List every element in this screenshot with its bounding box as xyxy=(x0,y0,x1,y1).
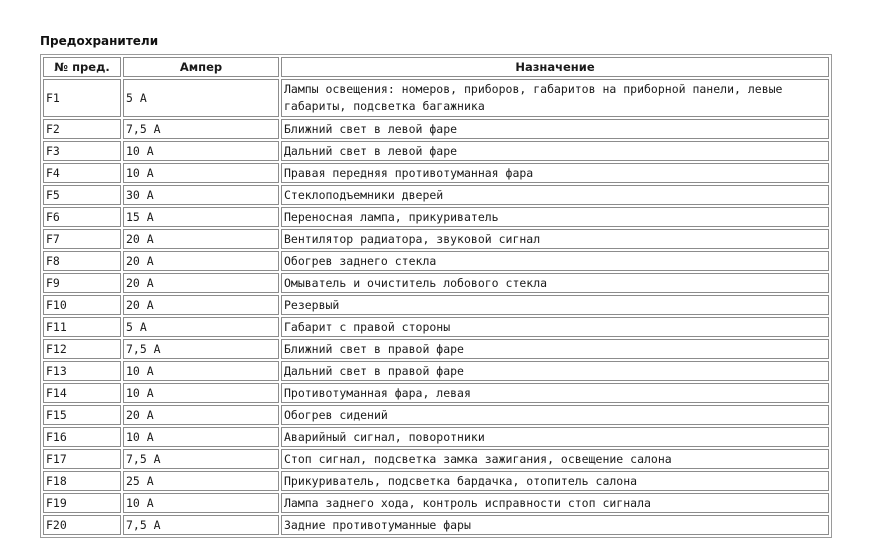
amperage-cell: 10 А xyxy=(123,361,279,381)
fuse-number-cell: F12 xyxy=(43,339,121,359)
fuse-number-cell: F7 xyxy=(43,229,121,249)
amperage-cell: 7,5 А xyxy=(123,449,279,469)
amperage-cell: 5 А xyxy=(123,317,279,337)
fuse-number-cell: F20 xyxy=(43,515,121,535)
table-row xyxy=(43,163,829,183)
table-row xyxy=(43,361,829,381)
purpose-cell: Правая передняя противотуманная фара xyxy=(281,163,829,183)
amperage-cell: 30 А xyxy=(123,185,279,205)
amperage-cell: 10 А xyxy=(123,427,279,447)
amperage-cell: 20 А xyxy=(123,405,279,425)
purpose-cell: Прикуриватель, подсветка бардачка, отопитель салона xyxy=(281,471,829,491)
purpose-cell: Противотуманная фара, левая xyxy=(281,383,829,403)
table-row xyxy=(43,493,829,513)
fuse-number-cell: F10 xyxy=(43,295,121,315)
fuse-table xyxy=(40,54,832,538)
fuse-number-cell: F2 xyxy=(43,119,121,139)
table-row xyxy=(43,427,829,447)
purpose-cell: Вентилятор радиатора, звуковой сигнал xyxy=(281,229,829,249)
amperage-cell: 20 А xyxy=(123,229,279,249)
purpose-cell: Дальний свет в правой фаре xyxy=(281,361,829,381)
purpose-cell: Аварийный сигнал, поворотники xyxy=(281,427,829,447)
amperage-cell: 25 А xyxy=(123,471,279,491)
fuse-number-cell: F4 xyxy=(43,163,121,183)
header-purpose: Назначение xyxy=(281,57,829,77)
table-row xyxy=(43,251,829,271)
purpose-cell: Резервый xyxy=(281,295,829,315)
table-row xyxy=(43,141,829,161)
fuse-number-cell: F19 xyxy=(43,493,121,513)
amperage-cell: 20 А xyxy=(123,251,279,271)
table-row xyxy=(43,79,829,117)
amperage-cell: 10 А xyxy=(123,493,279,513)
table-row xyxy=(43,339,829,359)
purpose-cell: Омыватель и очиститель лобового стекла xyxy=(281,273,829,293)
purpose-cell: Задние противотуманные фары xyxy=(281,515,829,535)
amperage-cell: 7,5 А xyxy=(123,515,279,535)
amperage-cell: 10 А xyxy=(123,141,279,161)
header-row xyxy=(43,57,829,77)
purpose-cell: Обогрев заднего стекла xyxy=(281,251,829,271)
table-row xyxy=(43,273,829,293)
table-row xyxy=(43,383,829,403)
amperage-cell: 20 А xyxy=(123,295,279,315)
table-row xyxy=(43,405,829,425)
purpose-cell: Дальний свет в левой фаре xyxy=(281,141,829,161)
table-row xyxy=(43,207,829,227)
fuse-number-cell: F1 xyxy=(43,79,121,117)
amperage-cell: 7,5 А xyxy=(123,339,279,359)
table-body xyxy=(43,79,829,535)
fuse-number-cell: F15 xyxy=(43,405,121,425)
fuse-number-cell: F5 xyxy=(43,185,121,205)
amperage-cell: 10 А xyxy=(123,383,279,403)
amperage-cell: 7,5 А xyxy=(123,119,279,139)
purpose-cell: Ближний свет в правой фаре xyxy=(281,339,829,359)
fuse-number-cell: F16 xyxy=(43,427,121,447)
purpose-cell: Переносная лампа, прикуриватель xyxy=(281,207,829,227)
purpose-cell: Лампы освещения: номеров, приборов, габаритов на приборной панели, левые габариты, подсветка багажника xyxy=(281,79,829,117)
header-amperage: Ампер xyxy=(123,57,279,77)
purpose-cell: Ближний свет в левой фаре xyxy=(281,119,829,139)
purpose-cell: Стоп сигнал, подсветка замка зажигания, освещение салона xyxy=(281,449,829,469)
amperage-cell: 15 А xyxy=(123,207,279,227)
header-fuse-number: № пред. xyxy=(43,57,121,77)
table-row xyxy=(43,449,829,469)
fuse-number-cell: F13 xyxy=(43,361,121,381)
table-row xyxy=(43,295,829,315)
fuse-number-cell: F14 xyxy=(43,383,121,403)
purpose-cell: Стеклоподъемники дверей xyxy=(281,185,829,205)
amperage-cell: 10 А xyxy=(123,163,279,183)
purpose-cell: Габарит с правой стороны xyxy=(281,317,829,337)
purpose-cell: Лампа заднего хода, контроль исправности стоп сигнала xyxy=(281,493,829,513)
table-row xyxy=(43,229,829,249)
fuse-number-cell: F9 xyxy=(43,273,121,293)
fuse-number-cell: F8 xyxy=(43,251,121,271)
table-row xyxy=(43,185,829,205)
fuse-number-cell: F6 xyxy=(43,207,121,227)
fuse-number-cell: F11 xyxy=(43,317,121,337)
purpose-cell: Обогрев сидений xyxy=(281,405,829,425)
page-title: Предохранители xyxy=(40,34,159,48)
table-row xyxy=(43,317,829,337)
table-row xyxy=(43,119,829,139)
amperage-cell: 5 А xyxy=(123,79,279,117)
fuse-number-cell: F3 xyxy=(43,141,121,161)
table-row xyxy=(43,515,829,535)
fuse-number-cell: F18 xyxy=(43,471,121,491)
amperage-cell: 20 А xyxy=(123,273,279,293)
fuse-number-cell: F17 xyxy=(43,449,121,469)
table-row xyxy=(43,471,829,491)
